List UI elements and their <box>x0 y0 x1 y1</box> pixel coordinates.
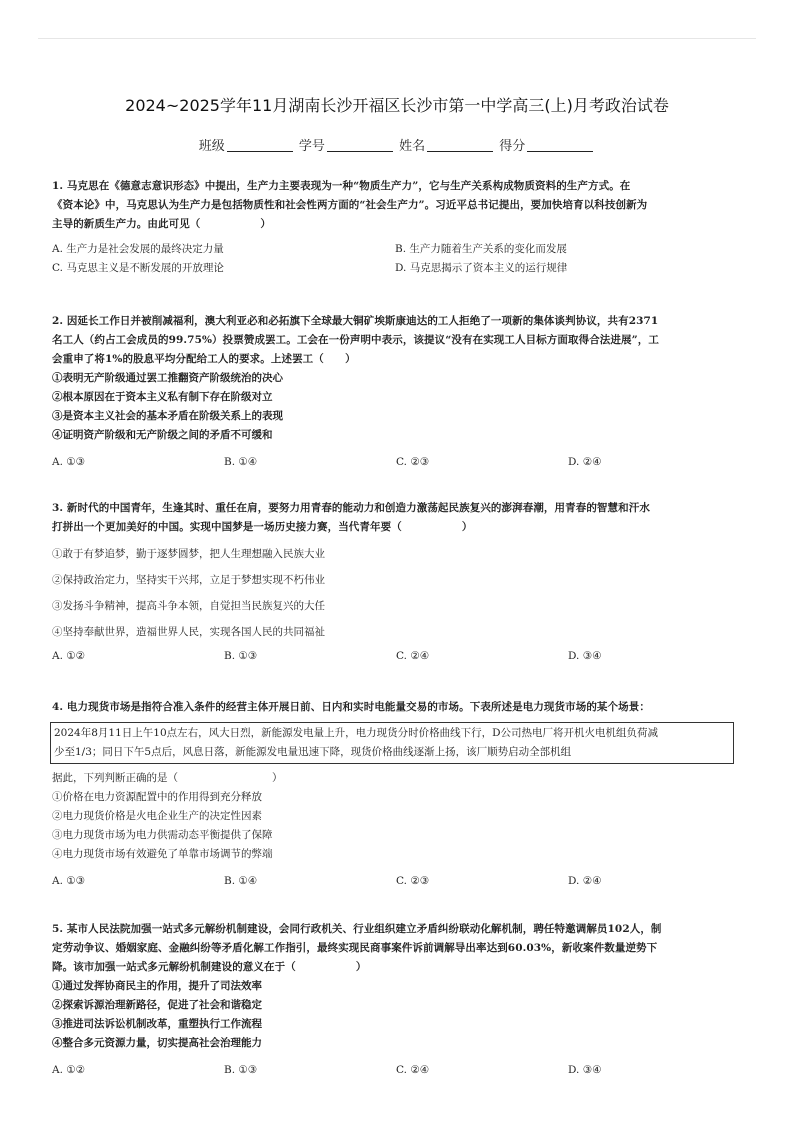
statement-4: ④坚持奉献世界，造福世界人民，实现各国人民的共同福祉 <box>52 626 325 638</box>
option-c[interactable]: C. ②④ <box>396 650 430 662</box>
question-stem: 2. 因延长工作日并被削减福利，澳大利亚必和必拓旗下全球最大铜矿埃斯康迪达的工人拒绝了一项新的集体谈判协议，共有2371 名工人（约占工会成员的99.75%）投票赞成罢工。工会在一份声明中表示，该提议“没有在实现工人目标方面取得合法进展”，工 会重申了将1%的股息平均分配给工人的要求。上述罢工（ ） <box>52 315 659 365</box>
field-score-label: 得分 <box>499 139 526 154</box>
statement-1: ①通过发挥协商民主的作用，提升了司法效率 <box>52 980 262 992</box>
option-a[interactable]: A. ①② <box>52 1064 86 1076</box>
option-d[interactable]: D. ③④ <box>568 650 602 662</box>
question-2 <box>52 312 742 472</box>
option-c[interactable]: C. ②③ <box>396 456 430 468</box>
question-stem: 5. 某市人民法院加强一站式多元解纷机制建设，会同行政机关、行业组织建立矛盾纠纷联动化解机制，聘任特邀调解员102人，制 定劳动争议、婚姻家庭、金融纠纷等矛盾化解工作指引，最终实现民商事案件诉前调解导出率达到60.03%，新收案件数量逆势下 降。该市加强一站式多元解纷机制建设的意义在于（ ） <box>52 923 662 973</box>
question-prompt: 据此，下列判断正确的是（ ） <box>52 772 283 784</box>
statement-2: ②电力现货价格是火电企业生产的决定性因素 <box>52 810 262 822</box>
scenario-box: 2024年8月11日上午10点左右，风大日烈，新能源发电量上升，电力现货分时价格曲线下行，D公司热电厂将开机火电机组负荷减 少至1/3；同日下午5点后，风息日落，新能源发电量迅速下降，现货价格曲线逐渐上扬，该厂顺势启动全部机组 <box>50 722 734 764</box>
statement-2: ②探索诉源治理新路径，促进了社会和谐稳定 <box>52 999 262 1011</box>
options-row <box>52 240 742 259</box>
option-c[interactable]: C. ②④ <box>396 1064 430 1076</box>
question-stem: 4. 电力现货市场是指符合准入条件的经营主体开展日前、日内和实时电能量交易的市场。下表所述是电力现货市场的某个场景： <box>52 701 650 713</box>
field-name-label: 姓名 <box>399 139 426 154</box>
question-1 <box>52 177 742 278</box>
question-3 <box>52 499 742 666</box>
statement-1: ①表明无产阶级通过罢工推翻资产阶级统治的决心 <box>52 372 283 384</box>
option-a[interactable]: A. 生产力是社会发展的最终决定力量 <box>52 243 224 255</box>
options-row <box>52 872 742 891</box>
option-d[interactable]: D. 马克思揭示了资本主义的运行规律 <box>395 262 568 274</box>
option-b[interactable]: B. ①③ <box>224 1064 258 1076</box>
statement-list <box>52 977 742 1053</box>
statement-4: ④证明资产阶级和无产阶级之间的矛盾不可缓和 <box>52 429 273 441</box>
option-a[interactable]: A. ①③ <box>52 456 86 468</box>
statement-3: ③发扬斗争精神，提高斗争本领，自觉担当民族复兴的大任 <box>52 600 325 612</box>
statement-3: ③电力现货市场为电力供需动态平衡提供了保障 <box>52 829 273 841</box>
question-5 <box>52 920 742 1080</box>
option-d[interactable]: D. ②④ <box>568 456 602 468</box>
options-row <box>52 453 742 472</box>
options-row <box>52 1061 742 1080</box>
statement-2: ②根本原因在于资本主义私有制下存在阶级对立 <box>52 391 273 403</box>
name-blank[interactable] <box>427 139 493 152</box>
field-class-label: 班级 <box>198 139 225 154</box>
class-blank[interactable] <box>227 139 293 152</box>
statement-list <box>52 788 742 864</box>
score-blank[interactable] <box>527 139 593 152</box>
question-stem: 3. 新时代的中国青年，生逢其时、重任在肩，要努力用青春的能动力和创造力激荡起民族复兴的澎湃春潮，用青春的智慧和汗水 打拼出一个更加美好的中国。实现中国梦是一场历史接力赛，当代青年要（ ） <box>52 502 650 533</box>
option-a[interactable]: A. ①② <box>52 650 86 662</box>
options-row <box>52 647 742 666</box>
option-d[interactable]: D. ②④ <box>568 875 602 887</box>
statement-3: ③推进司法诉讼机制改革，重塑执行工作流程 <box>52 1018 262 1030</box>
statement-4: ④整合多元资源力量，切实提高社会治理能力 <box>52 1037 262 1049</box>
option-a[interactable]: A. ①③ <box>52 875 86 887</box>
option-b[interactable]: B. ①④ <box>224 875 258 887</box>
statement-1: ①敢于有梦追梦，勤于逐梦圆梦，把人生理想融入民族大业 <box>52 548 325 560</box>
statement-4: ④电力现货市场有效避免了单靠市场调节的弊端 <box>52 848 273 860</box>
option-c[interactable]: C. 马克思主义是不断发展的开放理论 <box>52 262 224 274</box>
question-4 <box>52 698 742 891</box>
statement-list <box>52 541 742 645</box>
id-blank[interactable] <box>327 139 393 152</box>
option-b[interactable]: B. ①④ <box>224 456 258 468</box>
statement-2: ②保持政治定力，坚持实干兴邦，立足于梦想实现不朽伟业 <box>52 574 325 586</box>
statement-1: ①价格在电力资源配置中的作用得到充分释放 <box>52 791 262 803</box>
option-c[interactable]: C. ②③ <box>396 875 430 887</box>
student-info-line <box>0 135 794 154</box>
option-b[interactable]: B. ①③ <box>224 650 258 662</box>
page-title: 2024~2025学年11月湖南长沙开福区长沙市第一中学高三(上)月考政治试卷 <box>125 96 669 115</box>
question-stem: 1. 马克思在《德意志意识形态》中提出，生产力主要表现为一种“物质生产力”，它与生产关系构成物质资料的生产方式。在 《资本论》中，马克思认为生产力是包括物质性和社会性两方面的“社会生产力”。习近平总书记提出，要加快培育以科技创新为 主导的新质生产力。由此可见（ ） <box>52 180 648 230</box>
statement-list <box>52 369 742 445</box>
option-d[interactable]: D. ③④ <box>568 1064 602 1076</box>
statement-3: ③是资本主义社会的基本矛盾在阶级关系上的表现 <box>52 410 283 422</box>
field-id-label: 学号 <box>298 139 325 154</box>
top-divider <box>38 38 756 39</box>
options-row <box>52 259 742 278</box>
option-b[interactable]: B. 生产力随着生产关系的变化而发展 <box>395 243 567 255</box>
